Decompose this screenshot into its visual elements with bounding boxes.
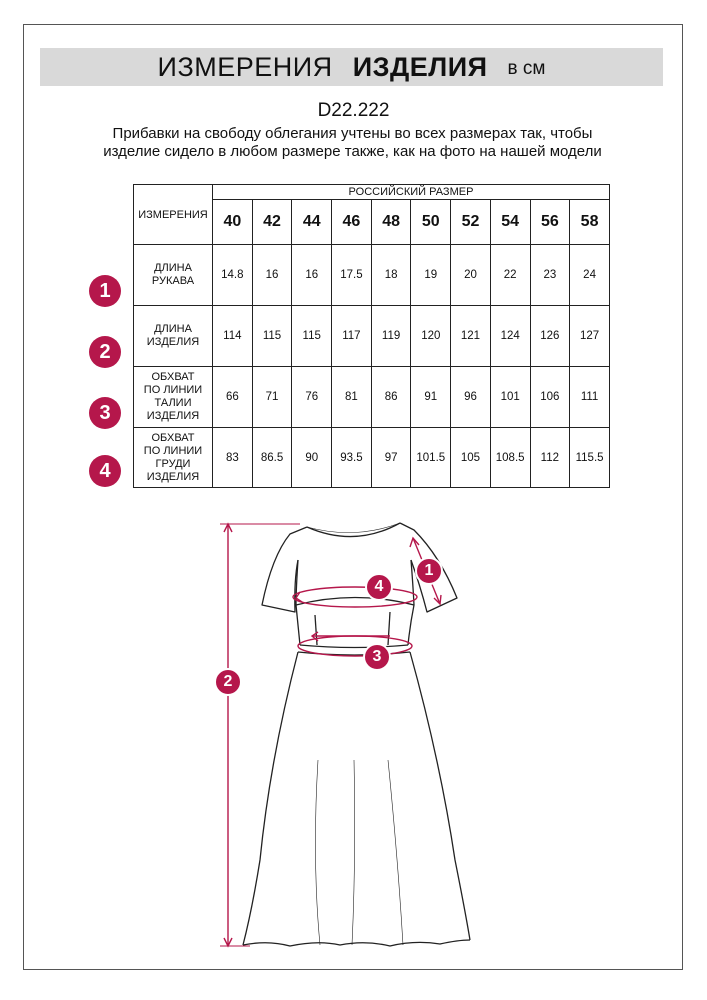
table-cell: 114 — [213, 306, 253, 367]
product-code: D22.222 — [317, 100, 390, 121]
diagram-marker-1: 1 — [415, 557, 443, 585]
table-cell: 71 — [252, 367, 292, 428]
measurement-header: ИЗМЕРЕНИЯ — [134, 185, 213, 245]
size-header: 44 — [292, 200, 332, 245]
table-cell: 101.5 — [411, 428, 451, 488]
size-header: 40 — [213, 200, 253, 245]
table-cell: 24 — [570, 245, 610, 306]
table-cell: 16 — [292, 245, 332, 306]
row-marker-4: 4 — [89, 455, 121, 487]
table-cell: 18 — [371, 245, 411, 306]
size-header: 58 — [570, 200, 610, 245]
table-cell: 111 — [570, 367, 610, 428]
title-main: ИЗМЕРЕНИЯ — [157, 51, 333, 82]
title-bold: ИЗДЕЛИЯ — [352, 51, 488, 82]
table-cell: 86.5 — [252, 428, 292, 488]
table-cell: 93.5 — [332, 428, 372, 488]
size-header: 52 — [451, 200, 491, 245]
fit-note: Прибавки на свободу облегания учтены во всех размерах так, чтобы изделие сидело в любом размере также, как на фото на нашей модели — [103, 125, 602, 160]
table-cell: 19 — [411, 245, 451, 306]
diagram-marker-2: 2 — [214, 668, 242, 696]
table-cell: 126 — [530, 306, 570, 367]
diagram-marker-4: 4 — [365, 573, 393, 601]
row-label: ДЛИНА ИЗДЕЛИЯ — [134, 306, 213, 367]
table-cell: 81 — [332, 367, 372, 428]
size-header: 56 — [530, 200, 570, 245]
diagram-marker-3: 3 — [363, 643, 391, 671]
table-cell: 127 — [570, 306, 610, 367]
table-cell: 124 — [490, 306, 530, 367]
table-cell: 91 — [411, 367, 451, 428]
table-cell: 14.8 — [213, 245, 253, 306]
table-cell: 117 — [332, 306, 372, 367]
table-cell: 115 — [292, 306, 332, 367]
row-label: ДЛИНА РУКАВА — [134, 245, 213, 306]
table-cell: 121 — [451, 306, 491, 367]
size-header: 42 — [252, 200, 292, 245]
table-cell: 86 — [371, 367, 411, 428]
size-header: 48 — [371, 200, 411, 245]
row-label: ОБХВАТ ПО ЛИНИИ ТАЛИИ ИЗДЕЛИЯ — [134, 367, 213, 428]
table-cell: 115.5 — [570, 428, 610, 488]
row-marker-2: 2 — [89, 336, 121, 368]
table-cell: 97 — [371, 428, 411, 488]
table-cell: 108.5 — [490, 428, 530, 488]
measure-lines — [220, 524, 441, 946]
table-cell: 76 — [292, 367, 332, 428]
size-header: 46 — [332, 200, 372, 245]
table-cell: 112 — [530, 428, 570, 488]
table-cell: 20 — [451, 245, 491, 306]
size-group-header: РОССИЙСКИЙ РАЗМЕР — [213, 185, 610, 200]
table-cell: 115 — [252, 306, 292, 367]
table-cell: 23 — [530, 245, 570, 306]
row-marker-3: 3 — [89, 397, 121, 429]
table-cell: 17.5 — [332, 245, 372, 306]
title-unit: в см — [507, 58, 546, 79]
size-header: 50 — [411, 200, 451, 245]
table-cell: 105 — [451, 428, 491, 488]
table-cell: 96 — [451, 367, 491, 428]
row-label: ОБХВАТ ПО ЛИНИИ ГРУДИ ИЗДЕЛИЯ — [134, 428, 213, 488]
table-cell: 106 — [530, 367, 570, 428]
table-cell: 120 — [411, 306, 451, 367]
size-header: 54 — [490, 200, 530, 245]
table-cell: 90 — [292, 428, 332, 488]
table-cell: 16 — [252, 245, 292, 306]
table-cell: 119 — [371, 306, 411, 367]
table-cell: 22 — [490, 245, 530, 306]
row-marker-1: 1 — [89, 275, 121, 307]
table-cell: 101 — [490, 367, 530, 428]
table-cell: 66 — [213, 367, 253, 428]
table-cell: 83 — [213, 428, 253, 488]
